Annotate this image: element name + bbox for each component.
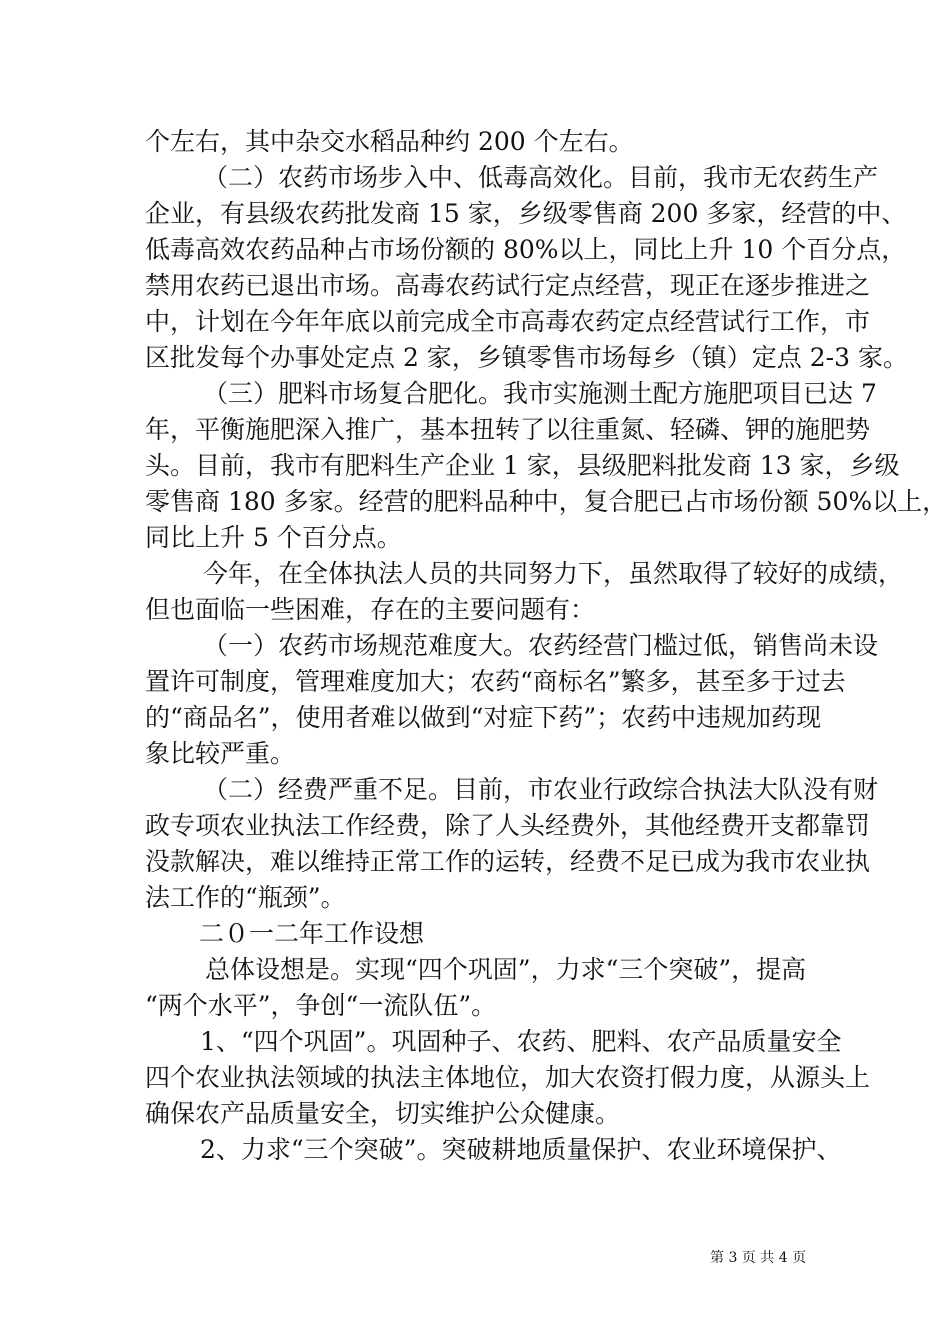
text-line: 置许可制度，管理难度加大；农药“商标名”繁多，甚至多于过去 [145,667,846,696]
text-line: （三）肥料市场复合肥化。我市实施测土配方施肥项目已达 7 [203,379,877,408]
text-line: 低毒高效农药品种占市场份额的 80%以上，同比上升 10 个百分点， [145,235,907,264]
text-line: 今年，在全体执法人员的共同努力下，虽然取得了较好的成绩， [203,559,904,588]
text-line: 四个农业执法领域的执法主体地位，加大农资打假力度，从源头上 [145,1063,871,1092]
text-line: 没款解决，难以维持正常工作的运转，经费不足已成为我市农业执 [145,847,871,876]
text-line: 零售商 180 多家。经营的肥料品种中，复合肥已占市场份额 50%以上， [145,487,948,516]
text-line: 年，平衡施肥深入推广，基本扭转了以往重氮、轻磷、钾的施肥势 [145,415,871,444]
text-line: 确保农产品质量安全，切实维护公众健康。 [145,1099,621,1128]
text-line: 法工作的“瓶颈”。 [145,883,346,912]
text-line: 的“商品名”，使用者难以做到“对症下药”；农药中违规加药现 [145,703,822,732]
text-line: 但也面临一些困难，存在的主要问题有： [145,595,596,624]
section-heading: 二０一二年工作设想 [199,919,425,948]
text-line: 总体设想是。实现“四个巩固”，力求“三个突破”，提高 [205,955,807,984]
text-line: 个左右，其中杂交水稻品种约 200 个左右。 [145,127,634,156]
text-line: （二）经费严重不足。目前，市农业行政综合执法大队没有财 [203,775,879,804]
text-line: （二）农药市场步入中、低毒高效化。目前，我市无农药生产 [203,163,879,192]
text-line: 区批发每个办事处定点 2 家，乡镇零售市场每乡（镇）定点 2-3 家。 [145,343,908,372]
text-line: 象比较严重。 [145,739,296,768]
text-line: （一）农药市场规范难度大。农药经营门槛过低，销售尚未设 [203,631,879,660]
text-line: 同比上升 5 个百分点。 [145,523,402,552]
text-line: 2、力求“三个突破”。突破耕地质量保护、农业环境保护、 [200,1135,842,1164]
text-line: 中，计划在今年年底以前完成全市高毒农药定点经营试行工作，市 [145,307,871,336]
text-line: 头。目前，我市有肥料生产企业 1 家，县级肥料批发商 13 家，乡级 [145,451,900,480]
text-line: “两个水平”，争创“一流队伍”。 [145,991,497,1020]
text-line: 1、“四个巩固”。巩固种子、农药、肥料、农产品质量安全 [200,1027,842,1056]
text-line: 政专项农业执法工作经费，除了人头经费外，其他经费开支都靠罚 [145,811,871,840]
text-line: 禁用农药已退出市场。高毒农药试行定点经营，现正在逐步推进之 [145,271,871,300]
page-number: 第 3 页 共 4 页 [710,1250,807,1266]
text-line: 企业，有县级农药批发商 15 家，乡级零售商 200 多家，经营的中、 [145,199,907,228]
